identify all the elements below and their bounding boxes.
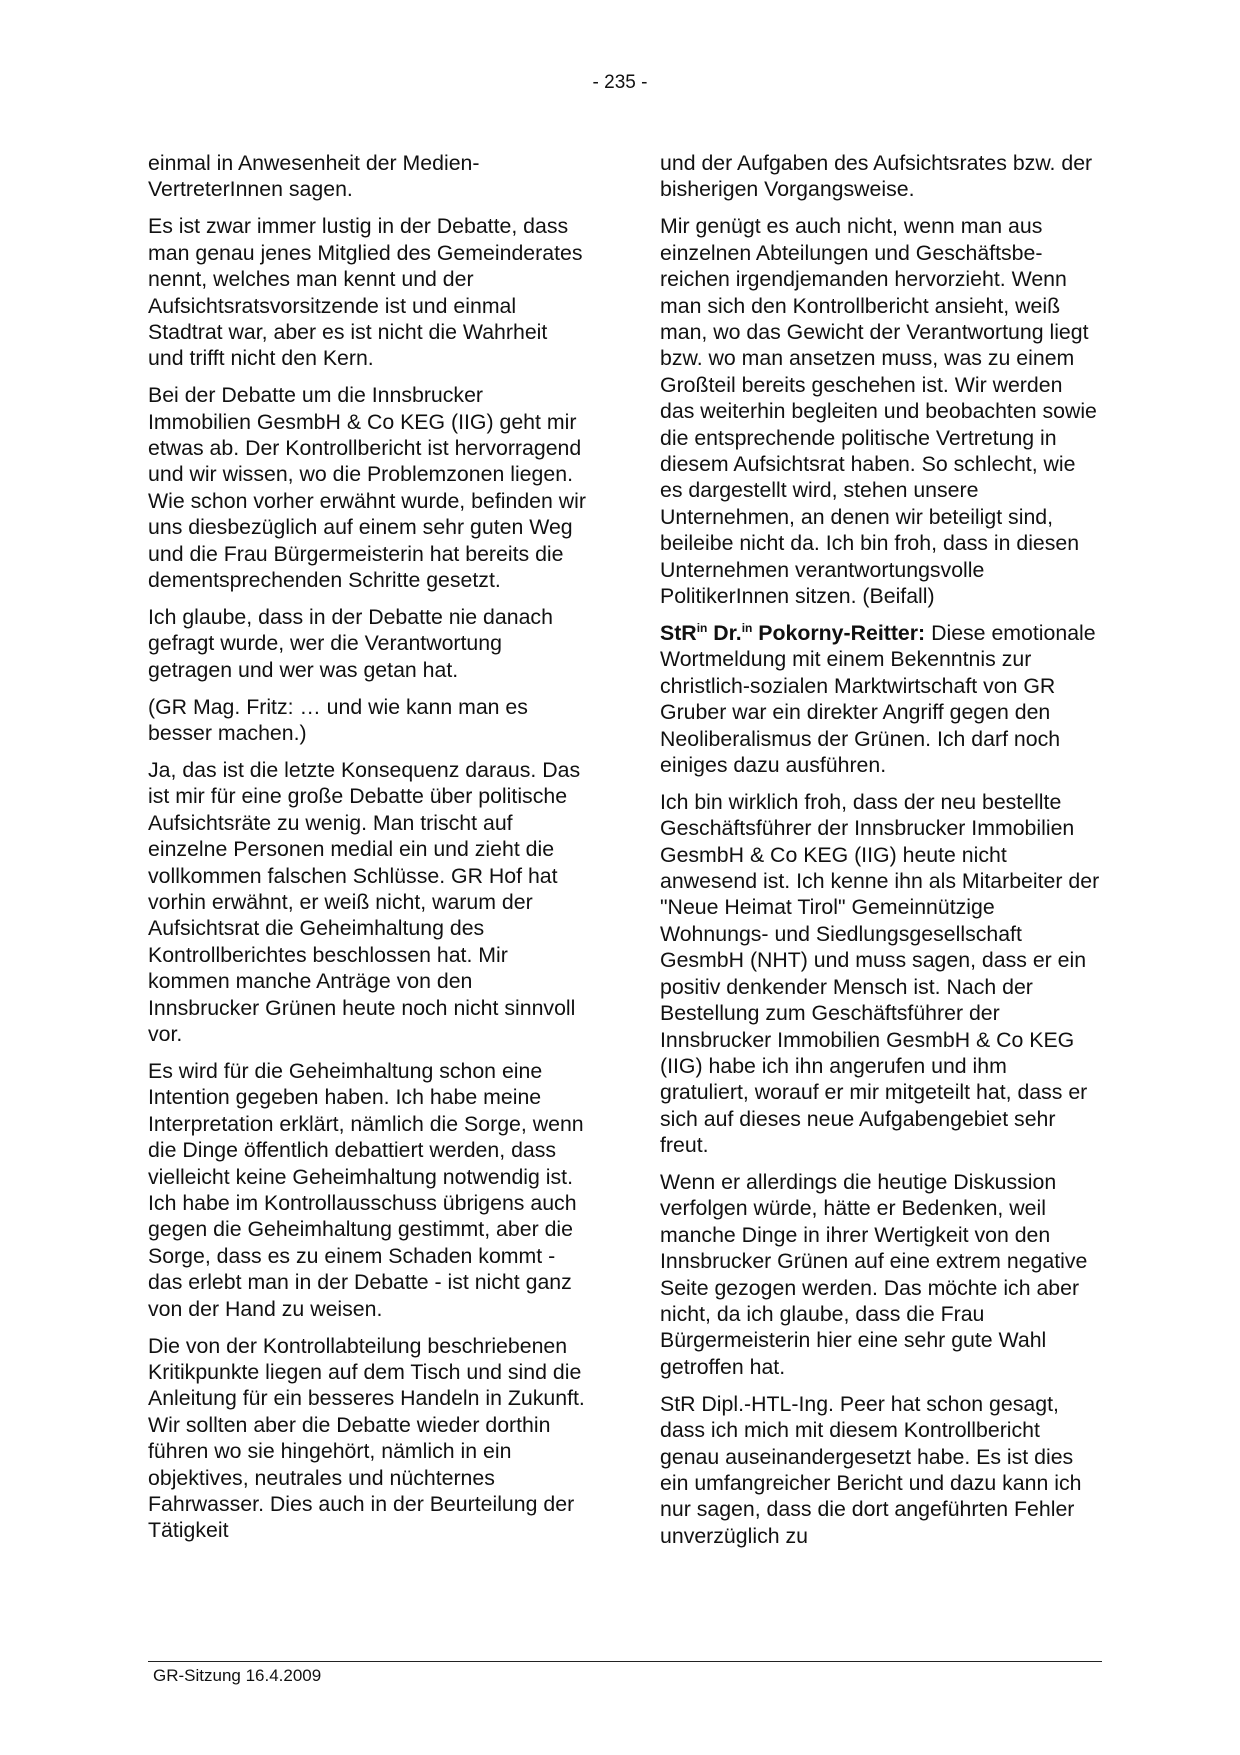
paragraph: einmal in Anwesenheit der Medien-VertreterInnen sagen. — [148, 151, 480, 202]
speaker-degree-suffix: in — [741, 620, 753, 635]
speaker-name — [660, 621, 925, 645]
interjection: (GR Mag. Fritz: … und wie kann man es besser machen.) — [148, 694, 528, 746]
right-column — [660, 150, 1100, 1560]
speaker-text: Diese emotionale Wortmeldung mit einem Bekenntnis zur christlich-sozialen Marktwirtschaft von GR Gruber war ein direkter Angriff gegen den Neoliberalismus der Grünen. Ich darf noch einiges dazu ausführen. — [660, 620, 1096, 777]
speaker-surname: Pokorny-Reitter: — [758, 620, 926, 645]
paragraph: Bei der Debatte um die Innsbrucker Immobilien GesmbH & Co KEG (IIG) geht mir etwas ab. Der Kontrollbericht ist hervorragend und wir wissen, wo die Problemzonen liegen. Wie schon vorher erwähnt wurde, befinden wir uns diesbezüglich auf einem sehr guten Weg und die Frau Bürgermeisterin hat bereits die dementsprechenden Schritte gesetzt. — [148, 383, 586, 593]
paragraph: Ja, das ist die letzte Konsequenz daraus. Das ist mir für eine große Debatte über politische Aufsichtsräte zu wenig. Man trischt auf einzelne Personen medial ein und zieht die vollkommen falschen Schlüsse. GR Hof hat vorhin erwähnt, er weiß nicht, warum der Aufsichtsrat die Geheimhaltung des Kontrollberichtes beschlossen hat. Mir kommen manche Anträge von den Innsbrucker Grünen heute noch nicht sinnvoll vor. — [148, 758, 581, 1047]
footer-divider — [148, 1661, 1102, 1662]
paragraph: Ich bin wirklich froh, dass der neu bestellte Geschäftsführer der Innsbrucker Immobilien GesmbH & Co KEG (IIG) heute nicht anwesend ist. Ich kenne ihn als Mitarbeiter der "Neue Heimat Tirol" Gemeinnützige Wohnungs- und Siedlungsgesellschaft GesmbH (NHT) und muss sagen, dass er ein positiv denkender Mensch ist. Nach der Bestellung zum Geschäftsführer der Innsbrucker Immobilien GesmbH & Co KEG (IIG) habe ich ihn angerufen und ihm gratuliert, worauf er mir mitgeteilt hat, dass er sich auf dieses neue Aufgabengebiet sehr freut. — [660, 789, 1100, 1158]
paragraph: Mir genügt es auch nicht, wenn man aus einzelnen Abteilungen und Geschäftsbe-reichen irgendjemanden hervorzieht. Wenn man sich den Kontrollbericht ansieht, weiß man, wo das Gewicht der Verantwortung liegt bzw. wo man ansetzen muss, was zu einem Großteil bereits geschehen ist. Wir werden das weiterhin begleiten und beobachten sowie die entsprechende politische Vertretung in diesem Aufsichtsrat haben. So schlecht, wie es dargestellt wird, stehen unsere Unternehmen, an denen wir beteiligt sind, beileibe nicht da. Ich bin froh, dass in diesen Unternehmen verantwortungsvolle PolitikerInnen sitzen. (Beifall) — [660, 214, 1097, 608]
page-number: - 235 - — [592, 72, 648, 93]
speaker-paragraph — [660, 620, 1100, 778]
paragraph: StR Dipl.-HTL-Ing. Peer hat schon gesagt, dass ich mich mit diesem Kontrollbericht genau auseinandergesetzt habe. Es ist dies ein umfangreicher Bericht und dazu kann ich nur sagen, dass die dort angeführten Fehler unverzüglich zu — [660, 1391, 1082, 1548]
paragraph: Es ist zwar immer lustig in der Debatte, dass man genau jenes Mitglied des Gemeinderates nennt, welches man kennt und der Aufsichtsratsvorsitzende ist und einmal Stadtrat war, aber es ist nicht die Wahrheit und trifft nicht den Kern. — [148, 214, 583, 371]
paragraph: Die von der Kontrollabteilung beschriebenen Kritikpunkte liegen auf dem Tisch und sind die Anleitung für ein besseres Handeln in Zukunft. Wir sollten aber die Debatte wieder dorthin führen wo sie hingehört, nämlich in ein objektives, neutrales und nüchternes Fahrwasser. Dies auch in der Beurteilung der Tätigkeit — [148, 1333, 585, 1543]
speaker-title: StR — [660, 620, 697, 645]
speaker-degree: Dr. — [713, 620, 742, 645]
paragraph: und der Aufgaben des Aufsichtsrates bzw. der bisherigen Vorgangsweise. — [660, 151, 1093, 202]
paragraph: Es wird für die Geheimhaltung schon eine Intention gegeben haben. Ich habe meine Interpretation erklärt, nämlich die Sorge, wenn die Dinge öffentlich debattiert werden, dass vielleicht keine Geheimhaltung notwendig ist. Ich habe im Kontrollausschuss übrigens auch gegen die Geheimhaltung gestimmt, aber die Sorge, dass es zu einem Schaden kommt - das erlebt man in der Debatte - ist nicht ganz von der Hand zu weisen. — [148, 1059, 584, 1321]
paragraph: Ich glaube, dass in der Debatte nie danach gefragt wurde, wer die Verantwortung getragen und wer was getan hat. — [148, 605, 553, 682]
paragraph: Wenn er allerdings die heutige Diskussion verfolgen würde, hätte er Bedenken, weil manche Dinge in ihrer Wertigkeit von den Innsbrucker Grünen auf eine extrem negative Seite gezogen werden. Das möchte ich aber nicht, da ich glaube, dass die Frau Bürgermeisterin hier eine sehr gute Wahl getroffen hat. — [660, 1170, 1088, 1379]
speaker-title-suffix: in — [696, 620, 708, 635]
footer-session-date: GR-Sitzung 16.4.2009 — [153, 1666, 322, 1685]
left-column — [148, 150, 588, 1554]
